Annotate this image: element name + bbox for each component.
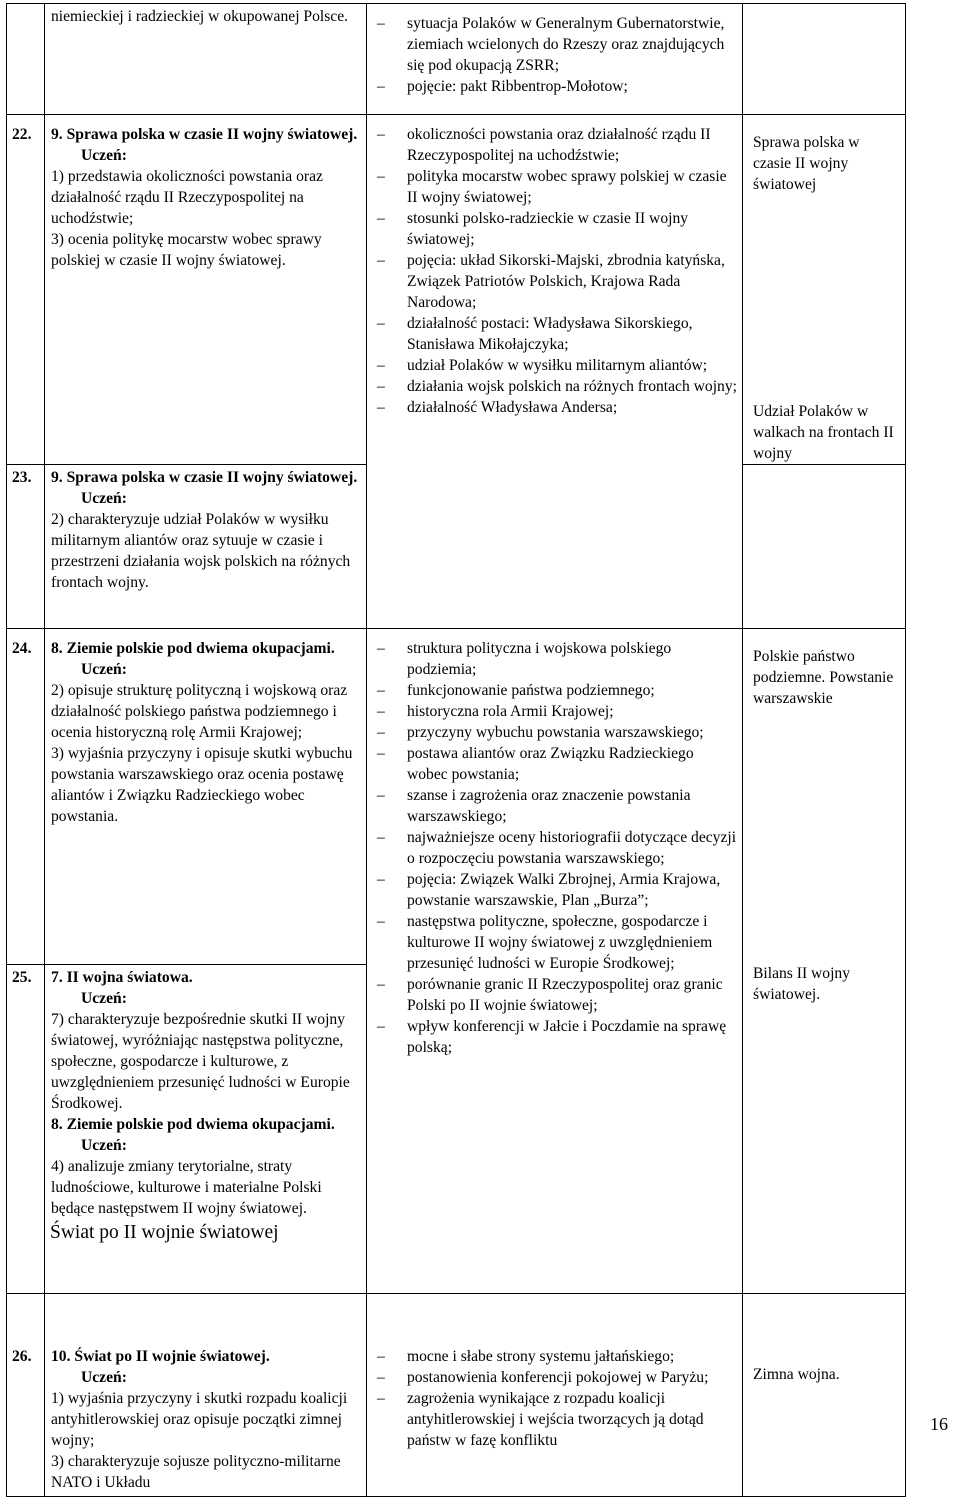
list-item: – następstwa polityczne, społeczne, gospodarcze i kulturowe II wojny światowej z uwzględnieniem przesunięć ludności w Europie Środkowej; [377, 913, 713, 972]
requirement-text: 2) opisuje strukturę polityczną i wojskową oraz działalność polskiego państwa podziemnego i ocenia historyczną rolę Armii Krajowej; [51, 682, 348, 741]
list-item: – stosunki polsko-radzieckie w czasie II wojny światowej; [377, 210, 689, 248]
list-item: – działalność postaci: Władysława Sikorskiego, Stanisława Mikołajczyka; [377, 315, 693, 353]
content-list [367, 638, 738, 1058]
list-item: – zagrożenia wynikające z rozpadu koalicji antyhitlerowskiej i wejścia tworzących ją dotąd państw w fazę konfliktu [377, 1390, 704, 1449]
student-label: Uczeń: [81, 990, 127, 1007]
table-row [7, 629, 906, 965]
student-label: Uczeń: [81, 661, 127, 678]
list-item: – działania wojsk polskich na różnych frontach wojny; [377, 378, 737, 395]
requirement-text: 7) charakteryzuje bezpośrednie skutki II wojny światowej, wyróżniając następstwa polityczne, społeczne, gospodarcze i kulturowe, z uwzględnieniem przesunięć ludności w Europie Środkowej. [51, 1011, 350, 1112]
topic-cell [743, 4, 906, 115]
row-number: 24. [7, 629, 45, 965]
requirement-text: 2) charakteryzuje udział Polaków w wysiłku militarnym aliantów oraz sytuuje w czasie i przestrzeni działania wojsk polskich na różnych frontach wojny. [51, 511, 351, 591]
list-item: – okoliczności powstania oraz działalność rządu II Rzeczypospolitej na uchodźstwie; [377, 126, 711, 164]
row-number: 25. [7, 965, 45, 1294]
list-item: – postawa aliantów oraz Związku Radzieckiego wobec powstania; [377, 745, 694, 783]
topic-text: Bilans II wojny światowej. [753, 965, 851, 1003]
student-label: Uczeń: [81, 490, 127, 507]
topic-cell [743, 115, 906, 465]
page-number: 16 [930, 1414, 948, 1434]
student-label: Uczeń: [81, 147, 127, 164]
list-item: – pojęcia: układ Sikorski-Majski, zbrodnia katyńska, Związek Patriotów Polskich, Krajowa Rada Narodowa; [377, 252, 725, 311]
requirement-text: 1) przedstawia okoliczności powstania oraz działalność rządu II Rzeczypospolitej na uchodźstwie; [51, 168, 323, 227]
list-item: – struktura polityczna i wojskowa polskiego podziemia; [377, 640, 672, 678]
list-item: – mocne i słabe strony systemu jałtańskiego; [377, 1348, 675, 1365]
student-label: Uczeń: [81, 1137, 127, 1154]
requirements-cell [45, 965, 367, 1294]
row-number: 26. [7, 1294, 45, 1497]
row-number: 22. [7, 115, 45, 465]
requirements-cell [45, 4, 367, 115]
requirement-text: 4) analizuje zmiany terytorialne, straty ludnościowe, kulturowe i materialne Polski będące następstwem II wojny światowej. [51, 1158, 322, 1217]
list-item: – postanowienia konferencji pokojowej w Paryżu; [377, 1369, 709, 1386]
list-item: – działalność Władysława Andersa; [377, 399, 618, 416]
student-label: Uczeń: [81, 1369, 127, 1386]
requirements-cell [45, 1294, 367, 1497]
list-item: – funkcjonowanie państwa podziemnego; [377, 682, 655, 699]
row-number: 23. [7, 465, 45, 629]
requirement-text: 3) charakteryzuje sojusze polityczno-militarne NATO i Układu [51, 1453, 341, 1491]
row-number [7, 4, 45, 115]
table-row [7, 115, 906, 465]
list-item: – pojęcie: pakt Ribbentrop-Mołotow; [377, 78, 628, 95]
topic-cell: Zimna wojna. [743, 1294, 906, 1497]
requirement-text: 3) ocenia politykę mocarstw wobec sprawy polskiej w czasie II wojny światowej. [51, 231, 322, 269]
content-list [367, 1346, 738, 1451]
content-list [367, 13, 738, 97]
list-item: – pojęcia: Związek Walki Zbrojnej, Armia Krajowa, powstanie warszawskie, Plan „Burza”; [377, 871, 721, 909]
content-cell [367, 1294, 743, 1497]
topic-text: Sprawa polska w czasie II wojny światowej [753, 134, 860, 193]
topic-cell [743, 629, 906, 1294]
requirement-text: niemieckiej i radzieckiej w okupowanej Polsce. [51, 8, 349, 25]
requirement-text: 1) wyjaśnia przyczyny i skutki rozpadu koalicji antyhitlerowskiej oraz opisuje początki zimnej wojny; [51, 1390, 348, 1449]
list-item: – wpływ konferencji w Jałcie i Poczdamie na sprawę polską; [377, 1018, 727, 1056]
topic-text: Polskie państwo podziemne. Powstanie warszawskie [753, 648, 894, 707]
list-item: – udział Polaków w wysiłku militarnym aliantów; [377, 357, 708, 374]
list-item: – sytuacja Polaków w Generalnym Gubernatorstwie, ziemiach wcielonych do Rzeszy oraz znajdujących się pod okupacją ZSRR; [377, 15, 725, 74]
list-item: – najważniejsze oceny historiografii dotyczące decyzji o rozpoczęciu powstania warszawskiego; [377, 829, 737, 867]
section-heading: 8. Ziemie polskie pod dwiema okupacjami. [51, 1116, 335, 1133]
requirements-cell [45, 465, 367, 629]
requirements-cell [45, 629, 367, 965]
list-item: – porównanie granic II Rzeczypospolitej oraz granic Polski po II wojnie światowej; [377, 976, 723, 1014]
curriculum-table [6, 3, 906, 1497]
topic-spacer [743, 465, 906, 629]
subheading: Świat po II wojnie światowej [50, 1222, 279, 1243]
section-heading: 8. Ziemie polskie pod dwiema okupacjami. [51, 640, 335, 657]
table-row [7, 1294, 906, 1497]
content-list [367, 124, 738, 418]
list-item: – polityka mocarstw wobec sprawy polskiej w czasie II wojny światowej; [377, 168, 727, 206]
content-cell [367, 629, 743, 1294]
section-heading: 9. Sprawa polska w czasie II wojny światowej. [51, 126, 358, 143]
list-item: – przyczyny wybuchu powstania warszawskiego; [377, 724, 704, 741]
section-heading: 9. Sprawa polska w czasie II wojny światowej. [51, 469, 358, 486]
section-heading: 10. Świat po II wojnie światowej. [51, 1348, 270, 1365]
table-row [7, 4, 906, 115]
requirement-text: 3) wyjaśnia przyczyny i opisuje skutki wybuchu powstania warszawskiego oraz ocenia postawę aliantów i Związku Radzieckiego wobec powstania. [51, 745, 353, 825]
topic-text: Udział Polaków w walkach na frontach II wojny [753, 403, 894, 462]
section-heading: 7. II wojna światowa. [51, 969, 193, 986]
list-item: – historyczna rola Armii Krajowej; [377, 703, 614, 720]
requirements-cell [45, 115, 367, 465]
content-cell [367, 4, 743, 115]
content-cell [367, 115, 743, 629]
list-item: – szanse i zagrożenia oraz znaczenie powstania warszawskiego; [377, 787, 691, 825]
